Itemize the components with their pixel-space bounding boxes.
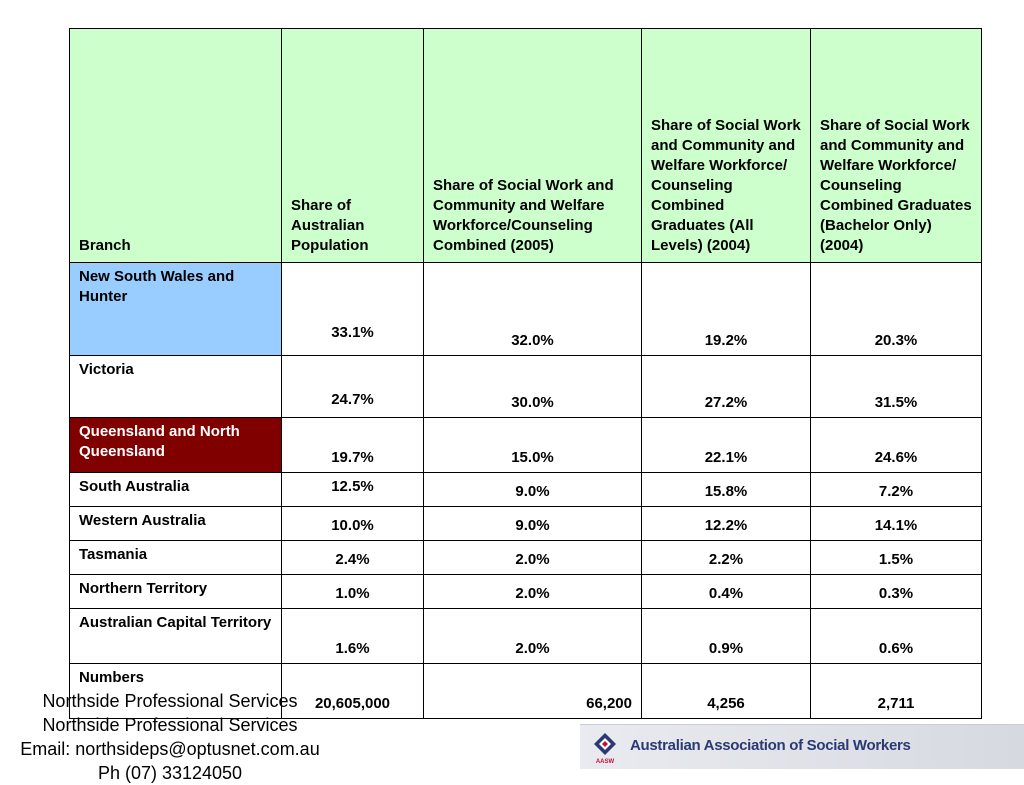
branch-cell: Numbers [70, 664, 282, 719]
grad-bachelor-cell: 7.2% [811, 473, 982, 507]
aasw-logo-banner [580, 724, 1024, 769]
aasw-logo-abbr: AASW [595, 759, 615, 765]
population-cell: 2.4% [282, 541, 424, 575]
branch-cell: Western Australia [70, 507, 282, 541]
table-row [70, 609, 982, 664]
branch-cell: Victoria [70, 356, 282, 418]
column-header-graduates-all-2004: Share of Social Work and Community and Welfare Workforce/ Counseling Combined Graduates (All Levels) (2004) [642, 29, 811, 263]
grad-bachelor-cell: 14.1% [811, 507, 982, 541]
branch-cell: Northern Territory [70, 575, 282, 609]
aasw-logo-text: Australian Association of Social Workers [630, 737, 911, 754]
workforce-cell: 2.0% [424, 541, 642, 575]
grad-all-cell: 0.4% [642, 575, 811, 609]
column-header-branch: Branch [70, 29, 282, 263]
population-cell: 19.7% [282, 418, 424, 473]
table-row [70, 263, 982, 356]
workforce-cell: 2.0% [424, 575, 642, 609]
grad-bachelor-cell: 31.5% [811, 356, 982, 418]
grad-all-cell: 12.2% [642, 507, 811, 541]
grad-bachelor-cell: 1.5% [811, 541, 982, 575]
branch-share-table [69, 28, 982, 719]
table-row [70, 575, 982, 609]
grad-all-cell: 2.2% [642, 541, 811, 575]
table-row [70, 541, 982, 575]
aasw-logo-icon [592, 731, 618, 765]
table-row [70, 418, 982, 473]
column-header-population: Share of Australian Population [282, 29, 424, 263]
workforce-cell: 15.0% [424, 418, 642, 473]
branch-cell: Tasmania [70, 541, 282, 575]
workforce-total-cell: 66,200 [424, 664, 642, 719]
grad-all-cell: 19.2% [642, 263, 811, 356]
footer-email: Email: northsideps@optusnet.com.au [20, 739, 320, 759]
workforce-cell: 9.0% [424, 473, 642, 507]
branch-cell: Australian Capital Territory [70, 609, 282, 664]
footer-org-name-repeat: Northside Professional Services [42, 715, 298, 735]
grad-all-cell: 15.8% [642, 473, 811, 507]
workforce-cell: 9.0% [424, 507, 642, 541]
grad-bachelor-total-cell: 2,711 [811, 664, 982, 719]
population-cell: 1.6% [282, 609, 424, 664]
population-cell: 24.7% [282, 356, 424, 418]
workforce-cell: 32.0% [424, 263, 642, 356]
population-total-cell: 20,605,000 [282, 664, 424, 719]
footer-org-name: Northside Professional Services [42, 691, 298, 711]
branch-cell: New South Wales and Hunter [70, 263, 282, 356]
workforce-cell: 2.0% [424, 609, 642, 664]
population-cell: 1.0% [282, 575, 424, 609]
table-header-row [70, 29, 982, 263]
branch-cell: South Australia [70, 473, 282, 507]
grad-all-cell: 22.1% [642, 418, 811, 473]
grad-bachelor-cell: 0.6% [811, 609, 982, 664]
population-cell: 12.5% [282, 473, 424, 507]
population-cell: 33.1% [282, 263, 424, 356]
population-cell: 10.0% [282, 507, 424, 541]
table-row [70, 507, 982, 541]
column-header-graduates-bachelor-2004: Share of Social Work and Community and Welfare Workforce/ Counseling Combined Graduates (Bachelor Only) (2004) [811, 29, 982, 263]
branch-cell: Queensland and North Queensland [70, 418, 282, 473]
table-row [70, 473, 982, 507]
grad-bachelor-cell: 0.3% [811, 575, 982, 609]
column-header-workforce-2005: Share of Social Work and Community and Welfare Workforce/Counseling Combined (2005) [424, 29, 642, 263]
table-row [70, 356, 982, 418]
grad-bachelor-cell: 24.6% [811, 418, 982, 473]
grad-all-cell: 27.2% [642, 356, 811, 418]
workforce-cell: 30.0% [424, 356, 642, 418]
grad-all-total-cell: 4,256 [642, 664, 811, 719]
grad-all-cell: 0.9% [642, 609, 811, 664]
grad-bachelor-cell: 20.3% [811, 263, 982, 356]
footer-phone: Ph (07) 33124050 [97, 763, 243, 783]
contact-footer [0, 689, 340, 785]
